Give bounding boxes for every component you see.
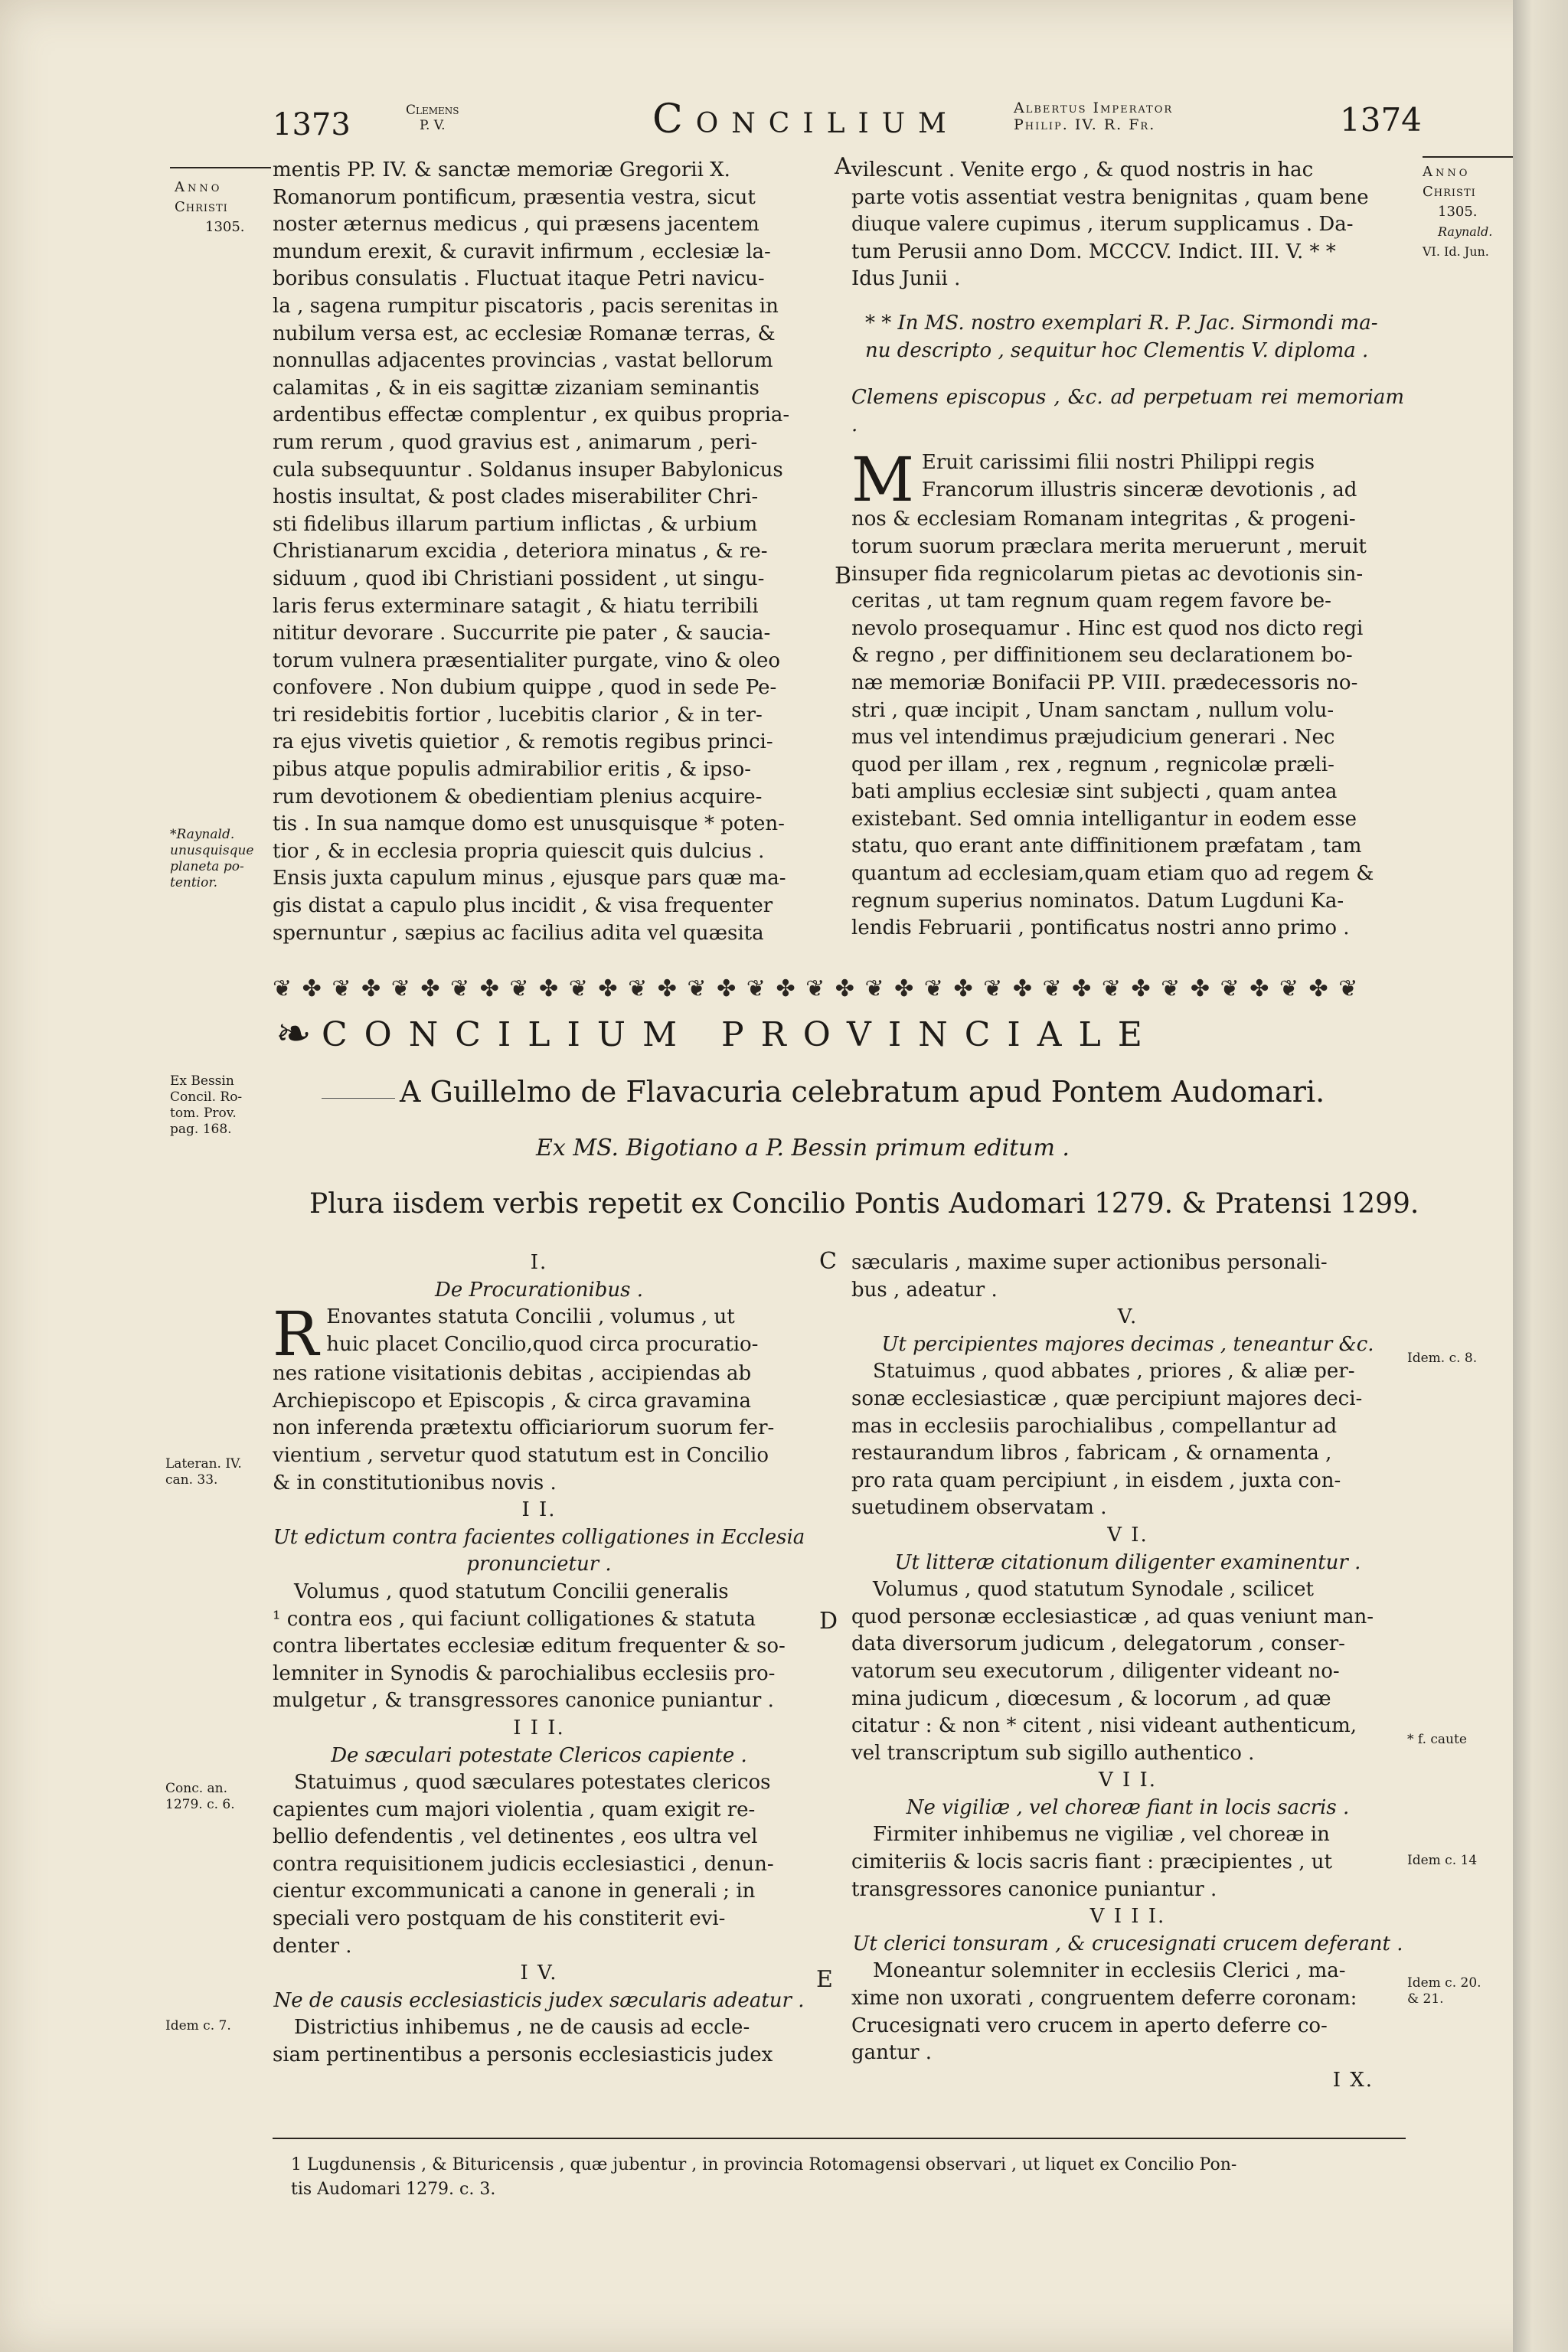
text-line: rum devotionem & obedientiam plenius acquire- — [273, 785, 763, 808]
ornament-band: ❦ ✤ ❦ ✤ ❦ ✤ ❦ ✤ ❦ ✤ ❦ ✤ ❦ ✤ ❦ ✤ ❦ ✤ ❦ ✤ ❦ ✤ ❦ ✤ ❦ ✤ ❦ ✤ ❦ ✤ ❦ ✤ ❦ ✤ ❦ ✤ ❦ — [273, 975, 1360, 1002]
text-line: pibus atque populis admirabilior eritis , & ipso- — [273, 758, 752, 782]
text-line: regnum superius nominatos. Datum Lugduni Ka- — [851, 889, 1344, 913]
canon-title: Ne de causis ecclesiasticis judex sæcularis adeatur . — [273, 1988, 805, 2012]
text-line: næ memoriæ Bonifacii PP. VIII. prædecessoris no- — [851, 671, 1358, 694]
text-line: quod per illam , rex , regnum , regnicolæ præli- — [851, 753, 1334, 776]
text-line: gantur . — [851, 2041, 933, 2065]
canon-number: V I. — [1107, 1523, 1148, 1547]
text-line: cula subsequuntur . Soldanus insuper Babylonicus — [273, 458, 783, 482]
text-line: capientes cum majori violentia , quam exigit re- — [273, 1798, 756, 1821]
header-clemens-line2: P. V. — [420, 118, 446, 133]
text-line: mina judicum , diœcesum , & locorum , ad quæ — [851, 1687, 1331, 1710]
text-line: lemniter in Synodis & parochialibus ecclesiis pro- — [273, 1661, 776, 1685]
text-line: * * In MS. nostro exemplari R. P. Jac. Sirmondi ma- — [865, 311, 1378, 335]
margin-note-idem20 — [1407, 1975, 1481, 2007]
margin-christi-left: Christi — [175, 199, 228, 215]
margin-note-idem8: Idem. c. 8. — [1407, 1351, 1478, 1366]
text-line: nititur devorare . Succurrite pie pater , & saucia- — [273, 622, 771, 645]
text-line: Statuimus , quod sæculares potestates clericos — [294, 1771, 771, 1795]
margin-note-line: can. 33. — [165, 1472, 218, 1488]
text-line: insuper fida regnicolarum pietas ac devotionis sin- — [851, 562, 1364, 586]
margin-date-right: VI. Id. Jun. — [1423, 244, 1489, 259]
text-line: quantum ad ecclesiam,quam etiam quo ad regem & — [851, 862, 1374, 886]
text-line: Idus Junii . — [851, 267, 961, 291]
text-line: sti fidelibus illarum partium inflictas , & urbium — [273, 512, 758, 536]
margin-yearnum-left: 1305. — [205, 219, 245, 235]
text-line: spernuntur , sæpius ac facilius adita vel quæsita — [273, 921, 764, 945]
text-line: ra ejus vivetis quietior , & remotis regibus princi- — [273, 730, 773, 754]
margin-note-conc — [165, 1781, 268, 1813]
text-line: huic placet Concilio,quod circa procuratio- — [326, 1332, 759, 1356]
text-line: noster æternus medicus , qui præsens jacentem — [273, 213, 760, 237]
margin-note-line: tom. Prov. — [170, 1106, 237, 1121]
text-line: Romanorum pontificum, præsentia vestra, sicut — [273, 185, 756, 209]
text-line: lendis Februarii , pontificatus nostri anno primo . — [851, 916, 1350, 940]
page-number-right: 1374 — [1340, 101, 1422, 139]
margin-note-bessin — [170, 1073, 270, 1138]
text-line: & in constitutionibus novis . — [273, 1471, 557, 1494]
footnote-line: 1 Lugdunensis , & Bituricensis , quæ jubentur , in provincia Rotomagensi observari , ut liquet ex Concilio Pon- — [291, 2155, 1237, 2174]
council-subtitle: A Guillelmo de Flavacuria celebratum apud Pontem Audomari. — [400, 1075, 1325, 1109]
text-line: siam pertinentibus a personis ecclesiasticis judex — [273, 2043, 773, 2067]
text-line: non inferenda prætextu officiariorum suorum fer- — [273, 1416, 775, 1440]
text-line: ardentibus effectæ complentur , ex quibus propria- — [273, 403, 790, 427]
title-rule-left — [322, 1098, 395, 1099]
text-line: & regno , per diffinitionem seu declarationem bo- — [851, 644, 1353, 668]
text-line: transgressores canonice puniantur . — [851, 1877, 1217, 1901]
text-line: Enovantes statuta Concilii , volumus , ut — [326, 1305, 735, 1329]
margin-raynald-right: Raynald. — [1438, 224, 1493, 239]
text-line: parte votis assentiat vestra benignitas , quam bene — [851, 185, 1369, 209]
text-line: calamitas , & in eis sagittæ zizaniam seminantis — [273, 376, 760, 400]
text-line: restaurandum libros , fabricam , & ornamenta , — [851, 1442, 1332, 1465]
text-line: vatorum seu executorum , diligenter videant no- — [851, 1659, 1340, 1683]
canon-body — [273, 1298, 805, 1497]
section-marker-d: D — [819, 1608, 838, 1635]
text-line: sonæ ecclesiasticæ , quæ percipiunt majores deci- — [851, 1387, 1363, 1410]
text-line: torum vulnera præsentialiter purgate, vino & oleo — [273, 648, 781, 672]
header-clemens — [406, 103, 459, 133]
text-line: Statuimus , quod abbates , priores , & aliæ per- — [873, 1360, 1355, 1383]
drop-cap-m: M — [851, 444, 914, 516]
text-line: nubilum versa est, ac ecclesiæ Romanæ terras, & — [273, 322, 776, 345]
canon-title: De sæculari potestate Clericos capiente . — [331, 1743, 747, 1767]
text-line: torum suorum præclara merita meruerunt , meruit — [851, 534, 1367, 558]
diploma-heading: Clemens episcopus , &c. ad perpetuam rei memoriam . — [851, 386, 1404, 436]
text-line: Francorum illustris sinceræ devotionis , ad — [921, 478, 1357, 501]
section-marker-e: E — [816, 1966, 833, 1993]
column-top-left — [273, 157, 818, 947]
column-top-right — [851, 157, 1404, 942]
text-line: denter . — [273, 1934, 352, 1958]
margin-rule-left — [170, 167, 271, 168]
text-line: nonnullas adjacentes provincias , vastat bellorum — [273, 349, 773, 373]
text-line: laris ferus exterminare satagit , & hiatu terribili — [273, 594, 759, 618]
margin-note-line: planeta po- — [170, 859, 244, 874]
text-line: sæcularis , maxime super actionibus personali- — [851, 1251, 1328, 1274]
text-line: speciali vero postquam de his constiterit evi- — [273, 1907, 726, 1931]
margin-rule-right — [1423, 156, 1513, 158]
header-albertus-line2: Philip. IV. R. Fr. — [1014, 116, 1156, 133]
footnote-line: tis Audomari 1279. c. 3. — [291, 2180, 496, 2199]
section-marker-c: C — [819, 1248, 837, 1275]
text-line: statu, quo erant ante diffinitionem præfatam , tam — [851, 835, 1362, 858]
running-title: Concilium — [652, 96, 959, 142]
canon-number: I V. — [520, 1962, 558, 1985]
text-line: tri residebitis fortior , lucebitis clarior , & in ter- — [273, 703, 763, 727]
text-line: mus vel intendimus præjudicium generari . Nec — [851, 726, 1335, 750]
text-line: bati amplius ecclesiæ sint subjecti , quam antea — [851, 780, 1338, 804]
margin-anno-right: Anno — [1423, 164, 1471, 180]
margin-note-line: pag. 168. — [170, 1122, 232, 1137]
manuscript-note — [851, 310, 1404, 364]
margin-note-idem14: Idem c. 14 — [1407, 1853, 1478, 1868]
margin-note-lateran — [165, 1456, 268, 1488]
margin-note-raynald-left — [170, 827, 270, 891]
diploma-text — [851, 444, 1404, 942]
text-line: Archiepiscopo et Episcopis , & circa gravamina — [273, 1389, 752, 1413]
margin-anno-left: Anno — [175, 179, 223, 195]
text-line: tior , & in ecclesia propria quiescit quis dulcius . — [273, 839, 765, 863]
canon-number: V I I I. — [1089, 1905, 1166, 1929]
text-line: Crucesignati vero crucem in aperto deferre co- — [851, 2014, 1328, 2037]
margin-year-right — [1423, 162, 1513, 262]
header-albertus — [1014, 100, 1173, 133]
text-line: ¹ contra eos , qui faciunt colligationes & statuta — [273, 1607, 756, 1631]
text-line: cientur excommunicati a canone in generali ; in — [273, 1880, 756, 1903]
section-marker-b: B — [835, 563, 852, 590]
footnote-rule — [273, 2138, 1406, 2139]
header-clemens-line1: Clemens — [406, 103, 459, 118]
column-lower-left — [273, 1250, 805, 2069]
text-line: xime non uxorati , congruentem deferre coronam: — [851, 1987, 1357, 2011]
canon-number: V I I. — [1098, 1769, 1158, 1792]
council-title: CONCILIUM PROVINCIALE — [322, 1015, 1159, 1054]
council-source: Ex MS. Bigotiano a P. Bessin primum editum . — [536, 1135, 1070, 1161]
fleuron-icon: ❧ — [276, 1009, 312, 1059]
text-line: Eruit carissimi filii nostri Philippi regis — [921, 451, 1315, 475]
margin-note-line: unusquisque — [170, 843, 254, 858]
text-line: ceritas , ut tam regnum quam regem favore be- — [851, 590, 1331, 613]
canon-title: Ne vigiliæ , vel choreæ fiant in locis sacris . — [906, 1795, 1350, 1819]
text-line: vilescunt . Venite ergo , & quod nostris in hac — [851, 158, 1314, 181]
drop-cap-r: R — [273, 1298, 319, 1370]
margin-note-line: & 21. — [1407, 1991, 1444, 2007]
canon-number: I X. — [1332, 2068, 1374, 2092]
section-marker-a: A — [835, 153, 851, 180]
text-line: contra requisitionem judicis ecclesiastici , denun- — [273, 1852, 774, 1876]
text-line: mulgetur , & transgressores canonice puniantur . — [273, 1689, 774, 1713]
text-line: pro rata quam percipiunt , in eisdem , juxta con- — [851, 1468, 1341, 1492]
text-line: existebant. Sed omnia intelligantur in eodem esse — [851, 807, 1357, 831]
column-lower-right — [851, 1250, 1404, 2094]
margin-christi-right: Christi — [1423, 184, 1476, 200]
page-number-left: 1373 — [273, 107, 351, 142]
text-line: gis distat a capulo plus incidit , & visa frequenter — [273, 894, 773, 918]
text-line: mas in ecclesiis parochialibus , compellantur ad — [851, 1414, 1338, 1438]
margin-note-fcaut: * f. caute — [1407, 1732, 1467, 1747]
header-albertus-line1: Albertus Imperator — [1014, 100, 1174, 116]
margin-note-line: tentior. — [170, 875, 218, 890]
canon-title: Ut clerici tonsuram , & crucesignati crucem deferant . — [852, 1932, 1403, 1955]
text-line: nos & ecclesiam Romanam integritas , & progeni- — [851, 508, 1356, 531]
text-line: diuque valere cupimus , iterum supplicamus . Da- — [851, 213, 1354, 237]
canon-title: Ut edictum contra facientes colligationes in Ecclesia — [273, 1525, 805, 1549]
council-plura: Plura iisdem verbis repetit ex Concilio Pontis Audomari 1279. & Pratensi 1299. — [309, 1188, 1419, 1220]
margin-year-left — [175, 178, 266, 237]
text-line: quod personæ ecclesiasticæ , ad quas veniunt man- — [851, 1605, 1374, 1628]
text-line: tum Perusii anno Dom. MCCCV. Indict. III. V. * * — [851, 240, 1336, 263]
text-line: vel transcriptum sub sigillo authentico . — [851, 1741, 1255, 1765]
canon-number: I I. — [521, 1498, 557, 1522]
canon-number: I. — [530, 1251, 548, 1274]
text-line: suetudinem observatam . — [851, 1496, 1107, 1520]
text-line: Volumus , quod statutum Concilii generalis — [294, 1579, 729, 1603]
text-line: data diversorum judicum , delegatorum , conser- — [851, 1632, 1345, 1656]
text-line: siduum , quod ibi Christiani possident , ut singu- — [273, 567, 765, 590]
canon-title: Ut percipientes majores decimas , teneantur &c. — [881, 1332, 1374, 1356]
canon-number: V. — [1117, 1305, 1138, 1329]
text-line: nevolo prosequamur . Hinc est quod nos dicto regi — [851, 616, 1364, 640]
canon-title: Ut litteræ citationum diligenter examinentur . — [894, 1550, 1361, 1574]
text-line: citatur : & non * citent , nisi videant authenticum, — [851, 1714, 1357, 1738]
text-line: Volumus , quod statutum Synodale , scilicet — [873, 1578, 1314, 1602]
margin-note-line: Lateran. IV. — [165, 1456, 242, 1472]
canon-number: I I I. — [513, 1716, 565, 1740]
text-line: Ensis juxta capulum minus , ejusque pars quæ ma- — [273, 867, 786, 890]
text-line: bus , adeatur . — [851, 1278, 998, 1302]
text-line: nu descripto , sequitur hoc Clementis V. diploma . — [865, 338, 1369, 362]
margin-note-line: Idem c. 20. — [1407, 1975, 1481, 1991]
text-line: mundum erexit, & curavit infirmum , ecclesiæ la- — [273, 240, 771, 263]
footnote — [291, 2153, 1393, 2202]
text-line: Districtius inhibemus , ne de causis ad eccle- — [294, 2016, 750, 2040]
text-line: cimiteriis & locis sacris fiant : præcipientes , ut — [851, 1851, 1332, 1874]
margin-note-line: 1279. c. 6. — [165, 1797, 235, 1812]
text-line: bellio defendentis , vel detinentes , eos ultra vel — [273, 1825, 758, 1849]
margin-yearnum-right: 1305. — [1438, 204, 1478, 220]
text-line: Moneantur solemniter in ecclesiis Clerici , ma- — [873, 1959, 1346, 1983]
margin-note-line: *Raynald. — [170, 827, 235, 842]
text-line: tis . In sua namque domo est unusquisque * poten- — [273, 812, 785, 836]
text-line: mentis PP. IV. & sanctæ memoriæ Gregorii X. — [273, 158, 730, 181]
text-line: hostis insultat, & post clades miserabiliter Chri- — [273, 485, 759, 509]
text-line: contra libertates ecclesiæ editum frequenter & so- — [273, 1635, 786, 1658]
text-line: nes ratione visitationis debitas , accipiendas ab — [273, 1362, 752, 1386]
margin-note-line: Conc. an. — [165, 1781, 228, 1796]
text-line: vientium , servetur quod statutum est in Concilio — [273, 1443, 769, 1467]
margin-note-line: Concil. Ro- — [170, 1089, 243, 1105]
margin-note-line: Ex Bessin — [170, 1073, 234, 1089]
text-line: la , sagena rumpitur piscatoris , pacis serenitas in — [273, 294, 779, 318]
text-line: boribus consulatis . Fluctuat itaque Petri navicu- — [273, 267, 765, 291]
facing-page-edge — [1513, 0, 1568, 2352]
margin-note-idem7: Idem c. 7. — [165, 2018, 231, 2034]
canon-title: De Procurationibus . — [434, 1278, 644, 1302]
text-line: confovere . Non dubium quippe , quod in sede Pe- — [273, 676, 777, 700]
text-line: Firmiter inhibemus ne vigiliæ , vel choreæ in — [873, 1823, 1330, 1847]
text-line: stri , quæ incipit , Unam sanctam , nullum volu- — [851, 698, 1334, 722]
canon-title: pronuncietur . — [466, 1553, 612, 1576]
text-line: rum rerum , quod gravius est , animarum , peri- — [273, 430, 758, 454]
text-line: Christianarum excidia , deteriora minatus , & re- — [273, 540, 768, 564]
